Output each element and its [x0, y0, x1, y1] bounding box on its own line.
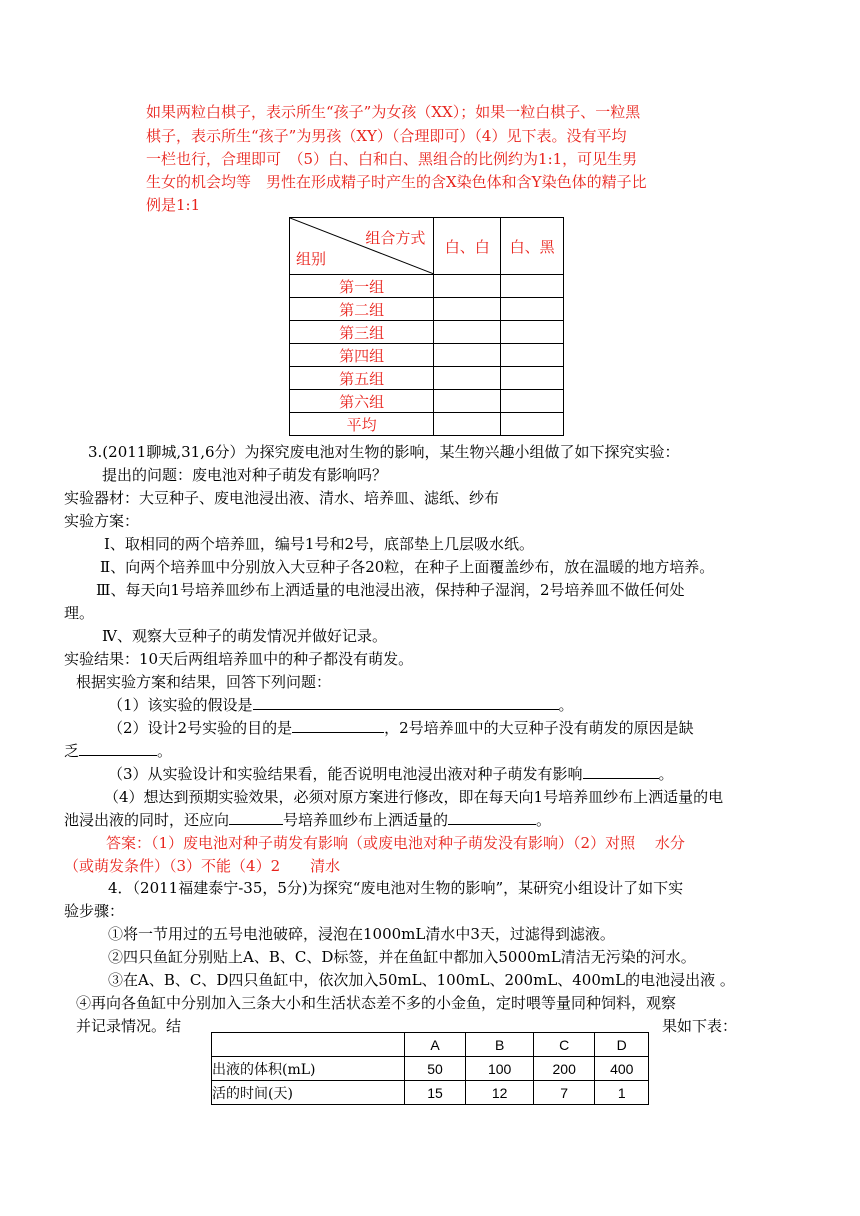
row-label: 第一组 [290, 275, 434, 298]
q3-sub4-line2-mid: 号培养皿纱布上洒适量的 [283, 811, 449, 829]
q3-sub4-line2-end: 。 [536, 811, 552, 829]
q3-sub2-text: （2）设计2号实验的目的是 [108, 719, 293, 737]
q3-question: 提出的问题：废电池对种子萌发有影响吗？ [102, 466, 388, 484]
volume-d: 400 [595, 1057, 649, 1081]
q3-sub2-line2-text: 乏 [64, 742, 80, 760]
cell [501, 275, 564, 298]
q3-sub4-line2-text: 池浸出液的同时，还应向 [64, 811, 230, 829]
row-label: 第四组 [290, 344, 434, 367]
col-header-a: A [404, 1033, 466, 1057]
q3-sub3 [108, 764, 674, 785]
q4-title-line-1: 4．（2011福建泰宁-35，5分)为探究“废电池对生物的影响”，某研究小组设计了如下实 [108, 879, 684, 897]
cell [501, 321, 564, 344]
q3-answer-line-1: 答案：（1）废电池对种子萌发有影响（或废电池对种子萌发没有影响）（2）对照 水分 [106, 834, 685, 852]
survival-c: 7 [533, 1081, 595, 1105]
cell [434, 390, 501, 413]
survival-b: 12 [466, 1081, 534, 1105]
answer-blank-lacking[interactable] [79, 741, 157, 756]
volume-c: 200 [533, 1057, 595, 1081]
q3-sub4-line2 [64, 810, 551, 831]
answer-line-1: 如果两粒白棋子，表示所生“孩子”为女孩（XX）；如果一粒白棋子、一粒黑 [146, 103, 641, 121]
cell [434, 298, 501, 321]
answer-blank-hypothesis[interactable] [253, 695, 559, 710]
answer-line-2: 棋子，表示所生“孩子”为男孩（XY）（合理即可）（4）见下表。没有平均 [146, 127, 627, 145]
q3-sub1-text: （1）该实验的假设是 [108, 696, 253, 714]
cell [434, 367, 501, 390]
q3-sub4: （4）想达到预期实验效果，必须对原方案进行修改，即在每天向1号培养皿纱布上洒适量的电 [104, 788, 724, 806]
q3-sub1 [108, 695, 574, 716]
q3-sub2-line2 [64, 741, 172, 762]
q3-sub1-end: 。 [558, 696, 574, 714]
survival-a: 15 [404, 1081, 466, 1105]
q3-step-1: Ⅰ、取相同的两个培养皿，编号1号和2号，底部垫上几层吸水纸。 [104, 535, 535, 553]
q4-step-3: ③在A、B、C、D四只鱼缸中，依次加入50mL、100mL、200mL、400mL的电池浸出液 。 [108, 971, 735, 989]
q4-step-5-left: 并记录情况。结 [76, 1017, 182, 1035]
table-corner-cell [212, 1033, 405, 1057]
row-label: 第六组 [290, 390, 434, 413]
q3-prompt: 根据实验方案和结果，回答下列问题： [76, 673, 332, 691]
q3-step-3b: 理。 [64, 604, 95, 622]
row-label-survival: 活的时间(天) [212, 1081, 405, 1105]
header-top-label: 组合方式 [365, 229, 426, 247]
col-header-b: B [466, 1033, 534, 1057]
q4-step-2: ②四只鱼缸分别贴上A、B、C、D标签，并在鱼缸中都加入5000mL清洁无污染的河水。 [108, 948, 696, 966]
answer-line-4: 生女的机会均等 男性在形成精子时产生的含X染色体和含Y染色体的精子比 [146, 173, 647, 191]
q3-sub2 [108, 718, 694, 739]
grouping-table [289, 217, 564, 436]
row-label: 第五组 [290, 367, 434, 390]
diagonal-header-cell [290, 218, 434, 275]
row-label: 平均 [290, 413, 434, 436]
volume-a: 50 [404, 1057, 466, 1081]
q4-step-5-right: 果如下表： [662, 1017, 738, 1035]
answer-blank-influence[interactable] [583, 764, 659, 779]
survival-d: 1 [595, 1081, 649, 1105]
cell [434, 413, 501, 436]
q3-materials: 实验器材：大豆种子、废电池浸出液、清水、培养皿、滤纸、纱布 [64, 489, 500, 507]
q3-title: 3.(2011聊城,31,6分）为探究废电池对生物的影响，某生物兴趣小组做了如下探究实验： [88, 443, 680, 461]
q3-sub2-line2-end: 。 [157, 742, 173, 760]
q3-step-3a: Ⅲ、每天向1号培养皿纱布上洒适量的电池浸出液，保持种子湿润，2号培养皿不做任何处 [96, 581, 685, 599]
q3-plan: 实验方案： [64, 512, 140, 530]
q3-result: 实验结果：10天后两组培养皿中的种子都没有萌发。 [64, 650, 414, 668]
header-bottom-label: 组别 [296, 250, 327, 268]
q4-title-line-2: 验步骤： [64, 902, 125, 920]
q3-sub3-text: （3）从实验设计和实验结果看，能否说明电池浸出液对种子萌发有影响 [108, 765, 583, 783]
cell [501, 298, 564, 321]
col-header-white-white: 白、白 [434, 218, 501, 275]
cell [434, 275, 501, 298]
cell [434, 344, 501, 367]
q3-sub2-text-cont: ，2号培养皿中的大豆种子没有萌发的原因是缺 [384, 719, 694, 737]
q3-step-2: Ⅱ、向两个培养皿中分别放入大豆种子各20粒，在种子上面覆盖纱布，放在温暖的地方培养。 [100, 558, 715, 576]
volume-b: 100 [466, 1057, 534, 1081]
col-header-c: C [533, 1033, 595, 1057]
cell [501, 344, 564, 367]
answer-line-5: 例是1:1 [146, 196, 201, 214]
col-header-d: D [595, 1033, 649, 1057]
row-label-volume: 出液的体积(mL) [212, 1057, 405, 1081]
q3-sub3-end: 。 [658, 765, 674, 783]
answer-blank-dish-number[interactable] [229, 810, 283, 825]
cell [501, 390, 564, 413]
q3-answer-line-2: （或萌发条件）（3）不能（4）2 清水 [64, 857, 341, 875]
cell [501, 367, 564, 390]
q3-step-4: Ⅳ、观察大豆种子的萌发情况并做好记录。 [102, 627, 387, 645]
cell [434, 321, 501, 344]
answer-blank-substance[interactable] [448, 810, 536, 825]
fish-result-table [211, 1032, 649, 1105]
q4-step-4: ④再向各鱼缸中分别加入三条大小和生活状态差不多的小金鱼，定时喂等量同种饲料，观察 [76, 994, 677, 1012]
row-label: 第二组 [290, 298, 434, 321]
answer-line-3: 一栏也行，合理即可 （5）白、白和白、黑组合的比例约为1:1，可见生男 [146, 150, 638, 168]
col-header-white-black: 白、黑 [501, 218, 564, 275]
q4-step-1: ①将一节用过的五号电池破碎，浸泡在1000mL清水中3天，过滤得到滤液。 [108, 925, 615, 943]
cell [501, 413, 564, 436]
row-label: 第三组 [290, 321, 434, 344]
answer-blank-purpose[interactable] [292, 718, 384, 733]
